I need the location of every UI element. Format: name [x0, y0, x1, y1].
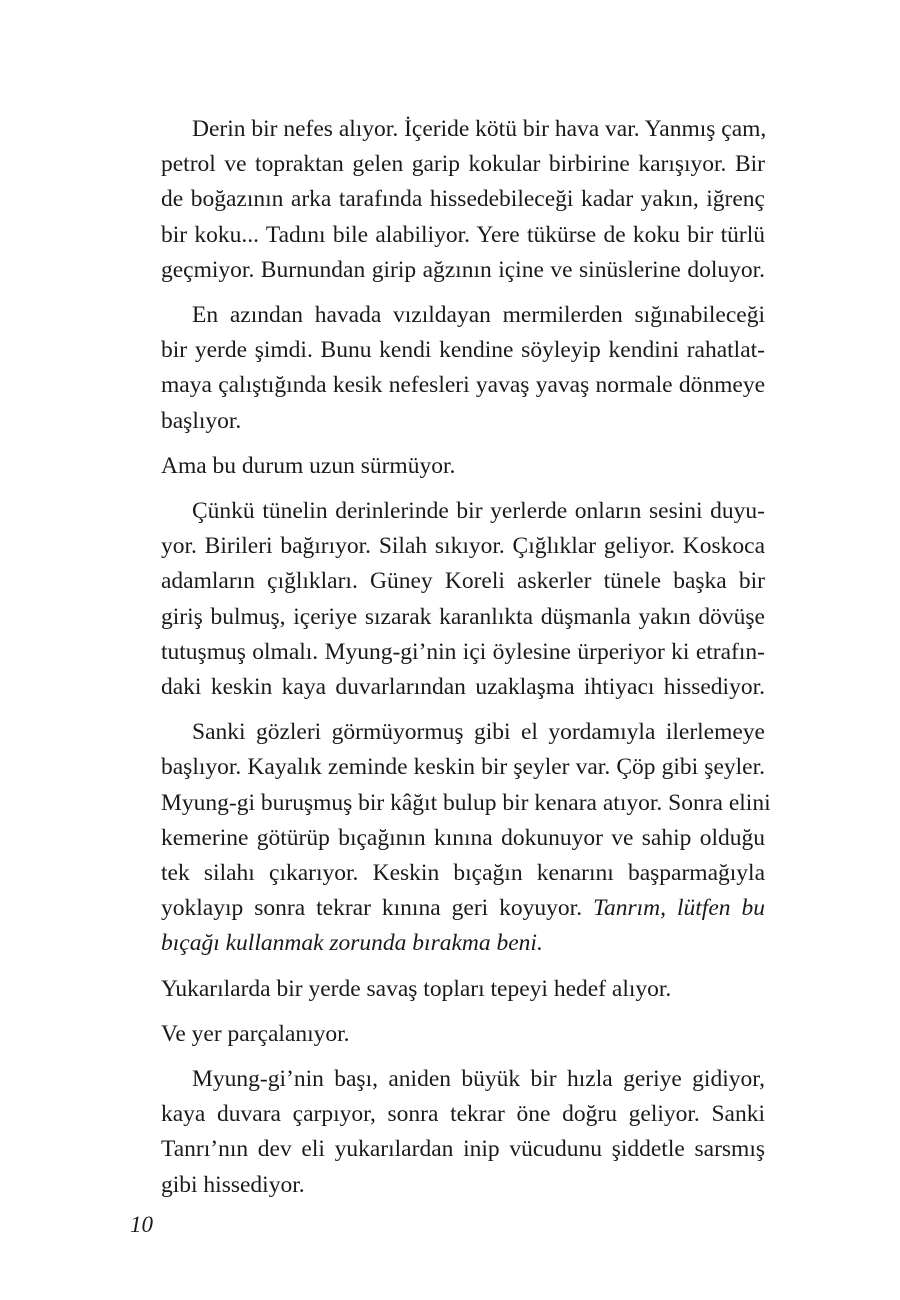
- text-line: bir koku... Tadını bile alabiliyor. Yere tükürse de koku bir türlü: [161, 221, 765, 248]
- paragraph-5: [130, 715, 771, 961]
- paragraph-3: [130, 449, 765, 484]
- text-line: Yukarılarda bir yerde savaş topları tepeyi hedef alıyor.: [161, 975, 672, 1002]
- paragraph-8: [130, 1062, 765, 1203]
- text-line: daki keskin kaya duvarlarından uzaklaşma ihtiyacı hissediyor.: [161, 674, 765, 701]
- text-italic: Tanrım, lütfen bu: [593, 895, 766, 922]
- text-line: de boğazının arka tarafında hissedebileceği kadar yakın, iğrenç: [161, 186, 765, 213]
- text-line-mixed: [130, 891, 765, 926]
- text-line: geçmiyor. Burnundan girip ağzının içine ve sinüslerine doluyor.: [161, 256, 765, 283]
- text-line: Sanki gözleri görmüyormuş gibi el yordamıyla ilerlemeye: [192, 719, 765, 746]
- page-number: 10: [130, 1212, 153, 1237]
- text-line: Derin bir nefes alıyor. İçeride kötü bir hava var. Yanmış çam,: [192, 116, 767, 142]
- text-line: gibi hissediyor.: [161, 1171, 305, 1198]
- text-line: petrol ve topraktan gelen garip kokular birbirine karışıyor. Bir: [161, 151, 765, 178]
- text-line: maya çalıştığında kesik nefesleri yavaş yavaş normale dönmeye: [161, 372, 765, 399]
- text-line: En azından havada vızıldayan mermilerden sığınabileceği: [192, 302, 765, 329]
- text-line: adamların çığlıkları. Güney Koreli askerler tünele başka bir: [161, 568, 765, 595]
- body-text: [130, 112, 771, 1213]
- text-line: Tanrı’nın dev eli yukarılardan inip vücudunu şiddetle sarsmış: [161, 1136, 765, 1163]
- text-line-italic: bıçağı kullanmak zorunda bırakma beni.: [161, 930, 543, 957]
- paragraph-4: [130, 494, 765, 705]
- text-line: bir yerde şimdi. Bunu kendi kendine söyleyip kendini rahatlat-: [161, 337, 765, 364]
- text-line: başlıyor. Kayalık zeminde keskin bir şeyler var. Çöp gibi şeyler.: [161, 754, 765, 781]
- text-normal: yoklayıp sonra tekrar kınına geri koyuyor.: [161, 895, 583, 922]
- paragraph-2: [130, 298, 765, 439]
- paragraph-7: [130, 1017, 765, 1052]
- text-line: Myung-gi buruşmuş bir kâğıt bulup bir kenara atıyor. Sonra elini: [161, 789, 771, 816]
- text-line: Ama bu durum uzun sürmüyor.: [161, 452, 456, 479]
- text-line: tek silahı çıkarıyor. Keskin bıçağın kenarını başparmağıyla: [161, 860, 765, 887]
- text-line: tutuşmuş olmalı. Myung-gi’nin içi öylesine ürperiyor ki etrafın-: [161, 638, 765, 665]
- text-line: yor. Birileri bağırıyor. Silah sıkıyor. Çığlıklar geliyor. Koskoca: [161, 533, 765, 560]
- text-line: kemerine götürüp bıçağının kınına dokunuyor ve sahip olduğu: [161, 824, 765, 851]
- text-line: Çünkü tünelin derinlerinde bir yerlerde onların sesini duyu-: [192, 498, 765, 525]
- text-line: başlıyor.: [161, 407, 242, 434]
- paragraph-6: [130, 972, 765, 1007]
- text-line: kaya duvara çarpıyor, sonra tekrar öne doğru geliyor. Sanki: [161, 1101, 765, 1128]
- text-line: Myung-gi’nin başı, aniden büyük bir hızla geriye gidiyor,: [192, 1066, 765, 1093]
- paragraph-1: [130, 112, 765, 288]
- text-line: giriş bulmuş, içeriye sızarak karanlıkta düşmanla yakın dövüşe: [161, 603, 765, 630]
- text-line: Ve yer parçalanıyor.: [161, 1020, 350, 1047]
